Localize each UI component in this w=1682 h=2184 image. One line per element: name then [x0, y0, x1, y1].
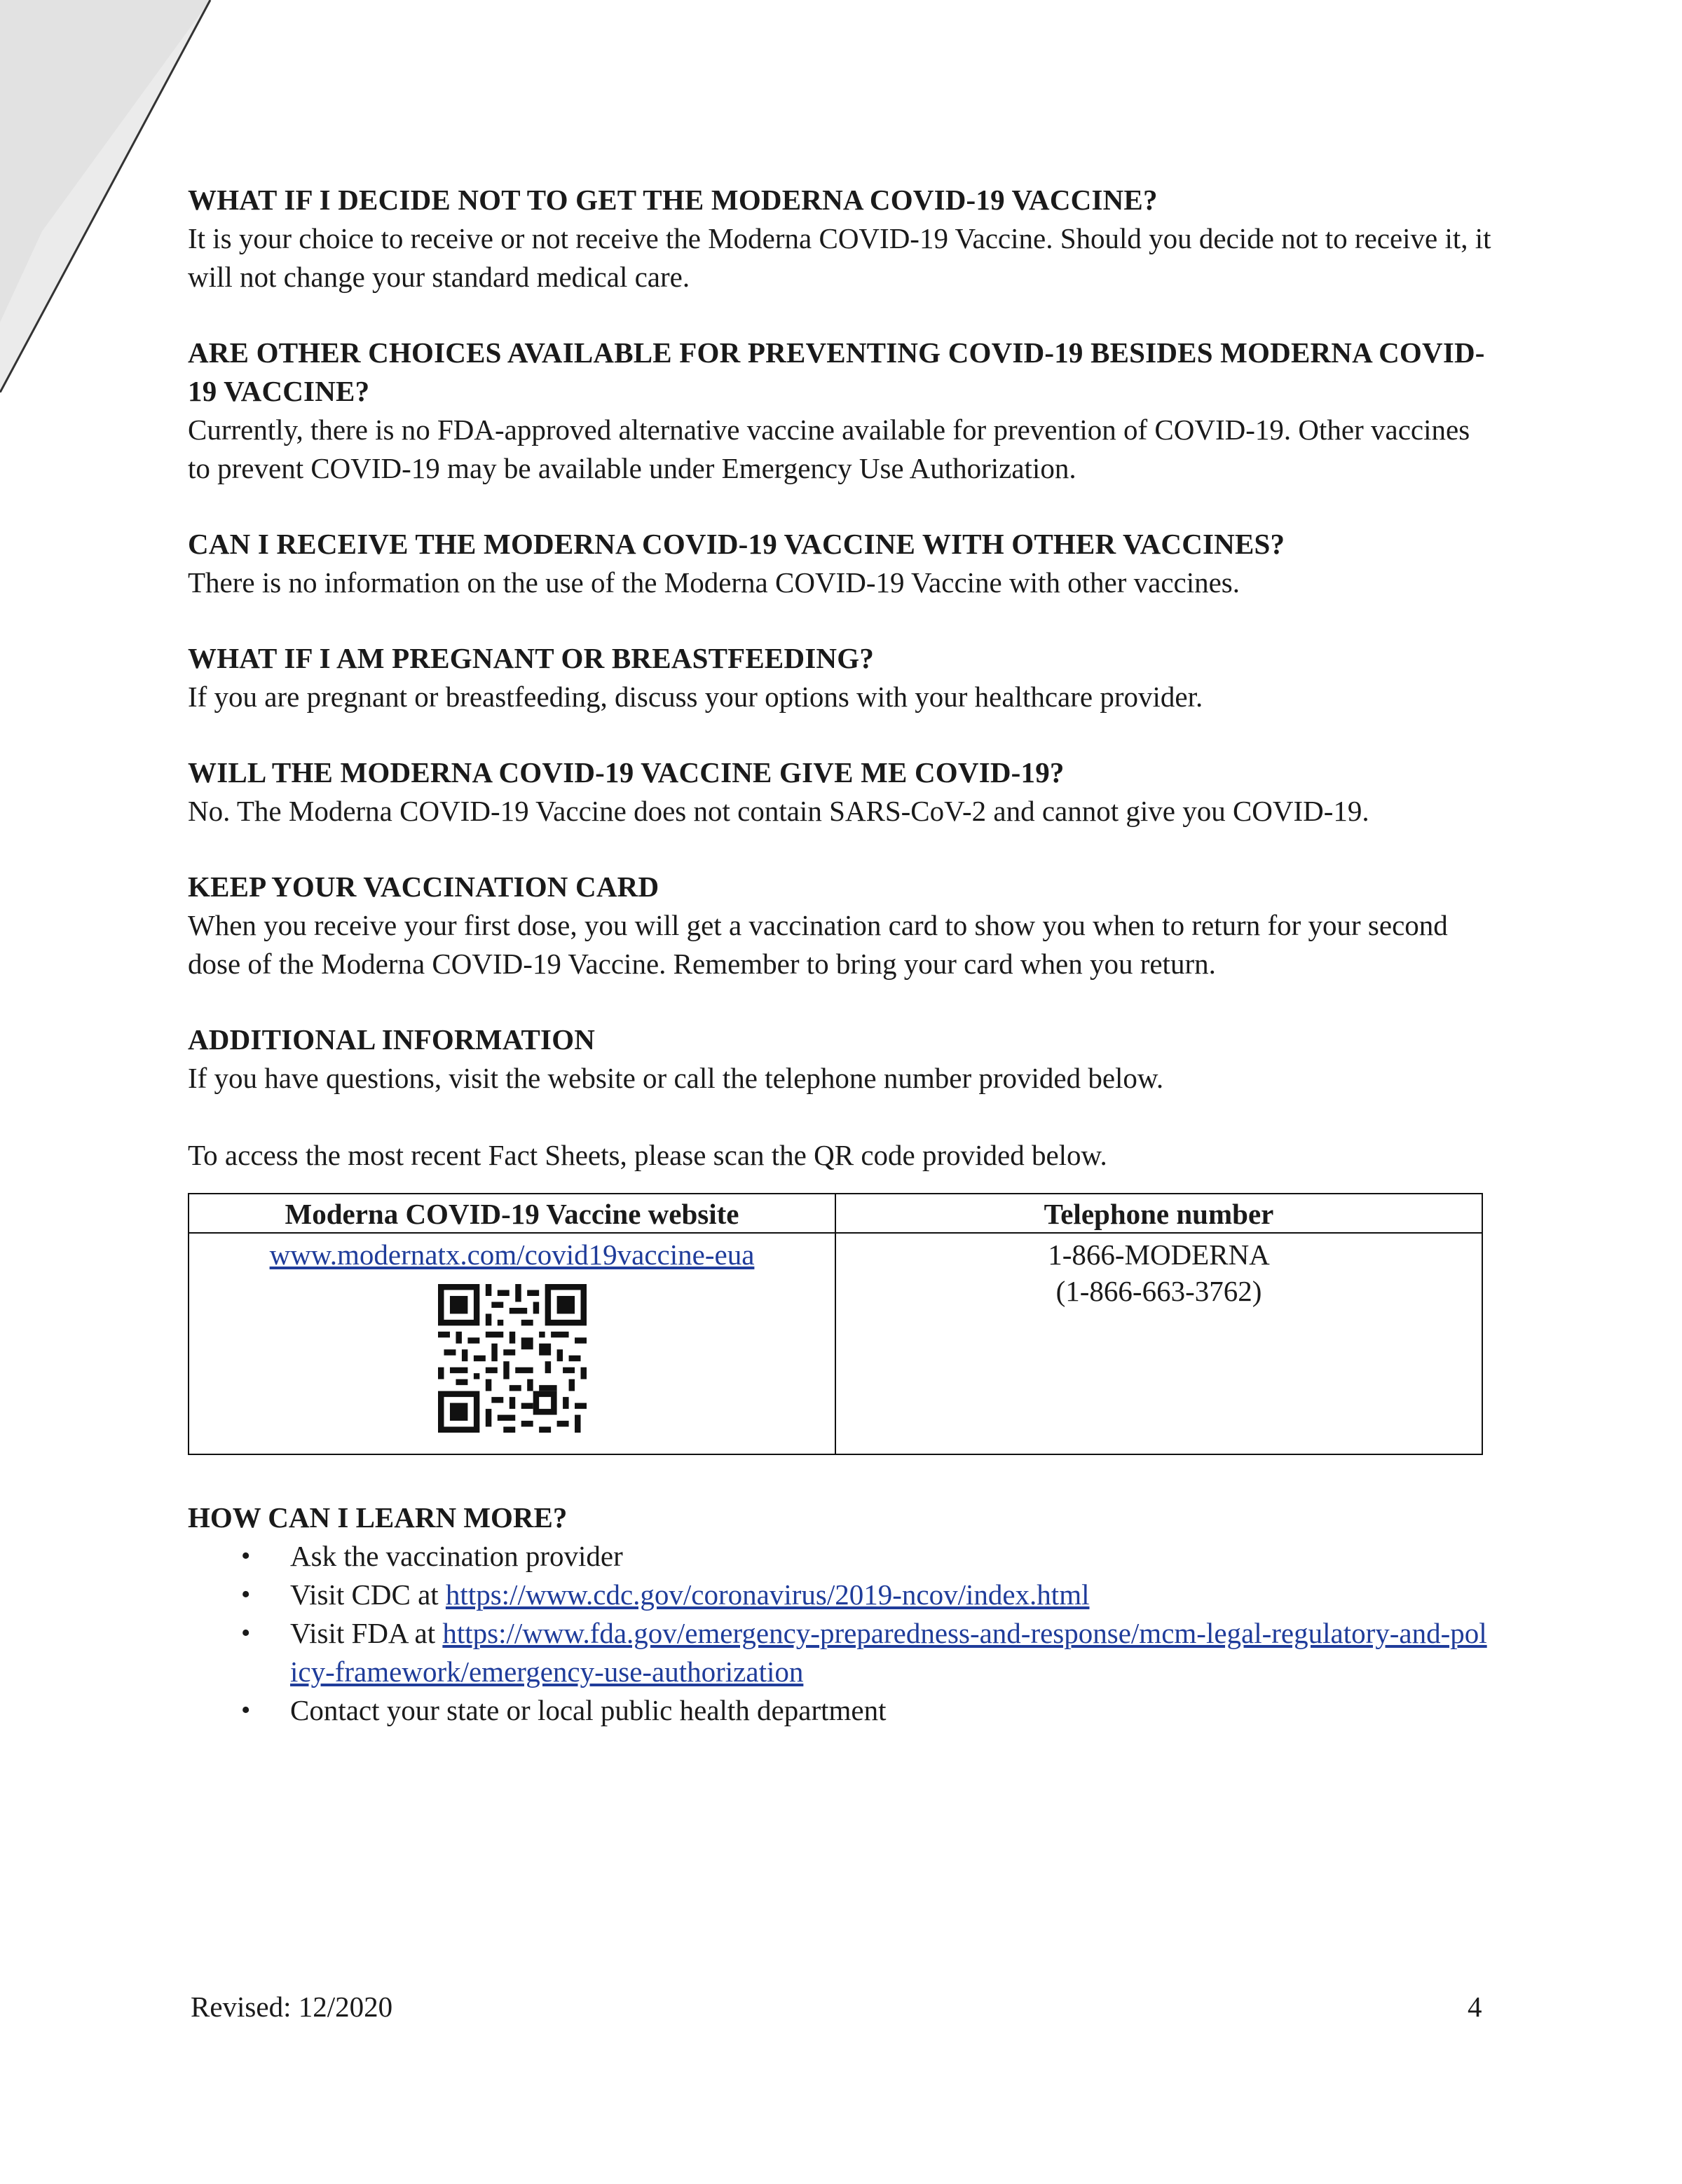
- contact-table: [188, 1193, 1483, 1455]
- phone-column-header: Telephone number: [835, 1194, 1482, 1233]
- list-item: [188, 1691, 1491, 1730]
- section-give-covid: [188, 753, 1491, 831]
- list-item-text: Ask the vaccination provider: [290, 1540, 623, 1572]
- section-body: When you receive your first dose, you will get a vaccination card to show you when to return for your second dose of the Moderna COVID-19 Vaccine. Remember to bring your card when you return.: [188, 909, 1448, 980]
- section-body: No. The Moderna COVID-19 Vaccine does not contain SARS-CoV-2 and cannot give you COVID-19.: [188, 795, 1369, 827]
- list-item-text: Visit CDC at: [290, 1578, 446, 1611]
- section-pregnancy: [188, 639, 1491, 716]
- section-body: There is no information on the use of the Moderna COVID-19 Vaccine with other vaccines.: [188, 566, 1240, 599]
- section-decline: [188, 181, 1491, 296]
- section-heading: ADDITIONAL INFORMATION: [188, 1023, 596, 1056]
- phone-number-digits[interactable]: (1-866-663-3762): [1055, 1275, 1262, 1307]
- section-body: It is your choice to receive or not receive the Moderna COVID-19 Vaccine. Should you decide not to receive it, it will not change your standard medical care.: [188, 222, 1491, 293]
- section-heading: KEEP YOUR VACCINATION CARD: [188, 871, 659, 903]
- folded-corner: [0, 0, 231, 393]
- revision-date: Revised: 12/2020: [191, 1991, 393, 2023]
- section-heading: ARE OTHER CHOICES AVAILABLE FOR PREVENTING COVID-19 BESIDES MODERNA COVID-19 VACCINE?: [188, 336, 1485, 407]
- section-body: If you have questions, visit the website or call the telephone number provided below.: [188, 1062, 1164, 1094]
- section-vaccination-card: [188, 868, 1491, 983]
- bullet-icon: •: [241, 1580, 251, 1609]
- cdc-link[interactable]: https://www.cdc.gov/coronavirus/2019-ncov/index.html: [445, 1578, 1090, 1611]
- list-item: [188, 1537, 1491, 1576]
- phone-cell: [835, 1233, 1482, 1454]
- section-other-vaccines: [188, 525, 1491, 602]
- bullet-icon: •: [241, 1541, 251, 1571]
- section-additional-info: [188, 1021, 1491, 1175]
- bullet-icon: •: [241, 1618, 251, 1648]
- website-cell: [189, 1233, 835, 1454]
- phone-number-vanity[interactable]: 1-866-MODERNA: [1048, 1238, 1270, 1271]
- learn-more-list: [188, 1537, 1491, 1730]
- qr-note: To access the most recent Fact Sheets, please scan the QR code provided below.: [188, 1139, 1107, 1171]
- page-number: 4: [1468, 1991, 1482, 2023]
- section-other-choices: [188, 334, 1491, 488]
- moderna-website-link[interactable]: www.modernatx.com/covid19vaccine-eua: [269, 1238, 755, 1271]
- section-heading: WHAT IF I AM PREGNANT OR BREASTFEEDING?: [188, 642, 875, 674]
- list-item-text: Contact your state or local public health department: [290, 1694, 887, 1726]
- fda-link[interactable]: https://www.fda.gov/emergency-preparedness-and-response/mcm-legal-regulatory-and-policy-framework/emergency-use-authorization: [290, 1617, 1487, 1688]
- section-heading: WHAT IF I DECIDE NOT TO GET THE MODERNA COVID-19 VACCINE?: [188, 184, 1158, 216]
- section-heading: CAN I RECEIVE THE MODERNA COVID-19 VACCINE WITH OTHER VACCINES?: [188, 528, 1285, 560]
- list-item: [188, 1576, 1491, 1614]
- list-item-text: Visit FDA at: [290, 1617, 443, 1649]
- bullet-icon: •: [241, 1695, 251, 1725]
- document-body: [188, 181, 1491, 1730]
- qr-code[interactable]: [438, 1284, 587, 1433]
- website-column-header: Moderna COVID-19 Vaccine website: [189, 1194, 835, 1233]
- section-heading: WILL THE MODERNA COVID-19 VACCINE GIVE ME COVID-19?: [188, 756, 1065, 789]
- learn-more-heading: HOW CAN I LEARN MORE?: [188, 1501, 568, 1534]
- section-body: If you are pregnant or breastfeeding, discuss your options with your healthcare provider.: [188, 681, 1203, 713]
- list-item: [188, 1614, 1491, 1691]
- section-body: Currently, there is no FDA-approved alternative vaccine available for prevention of COVID-19. Other vaccines to prevent COVID-19 may be available under Emergency Use Authorization.: [188, 414, 1470, 484]
